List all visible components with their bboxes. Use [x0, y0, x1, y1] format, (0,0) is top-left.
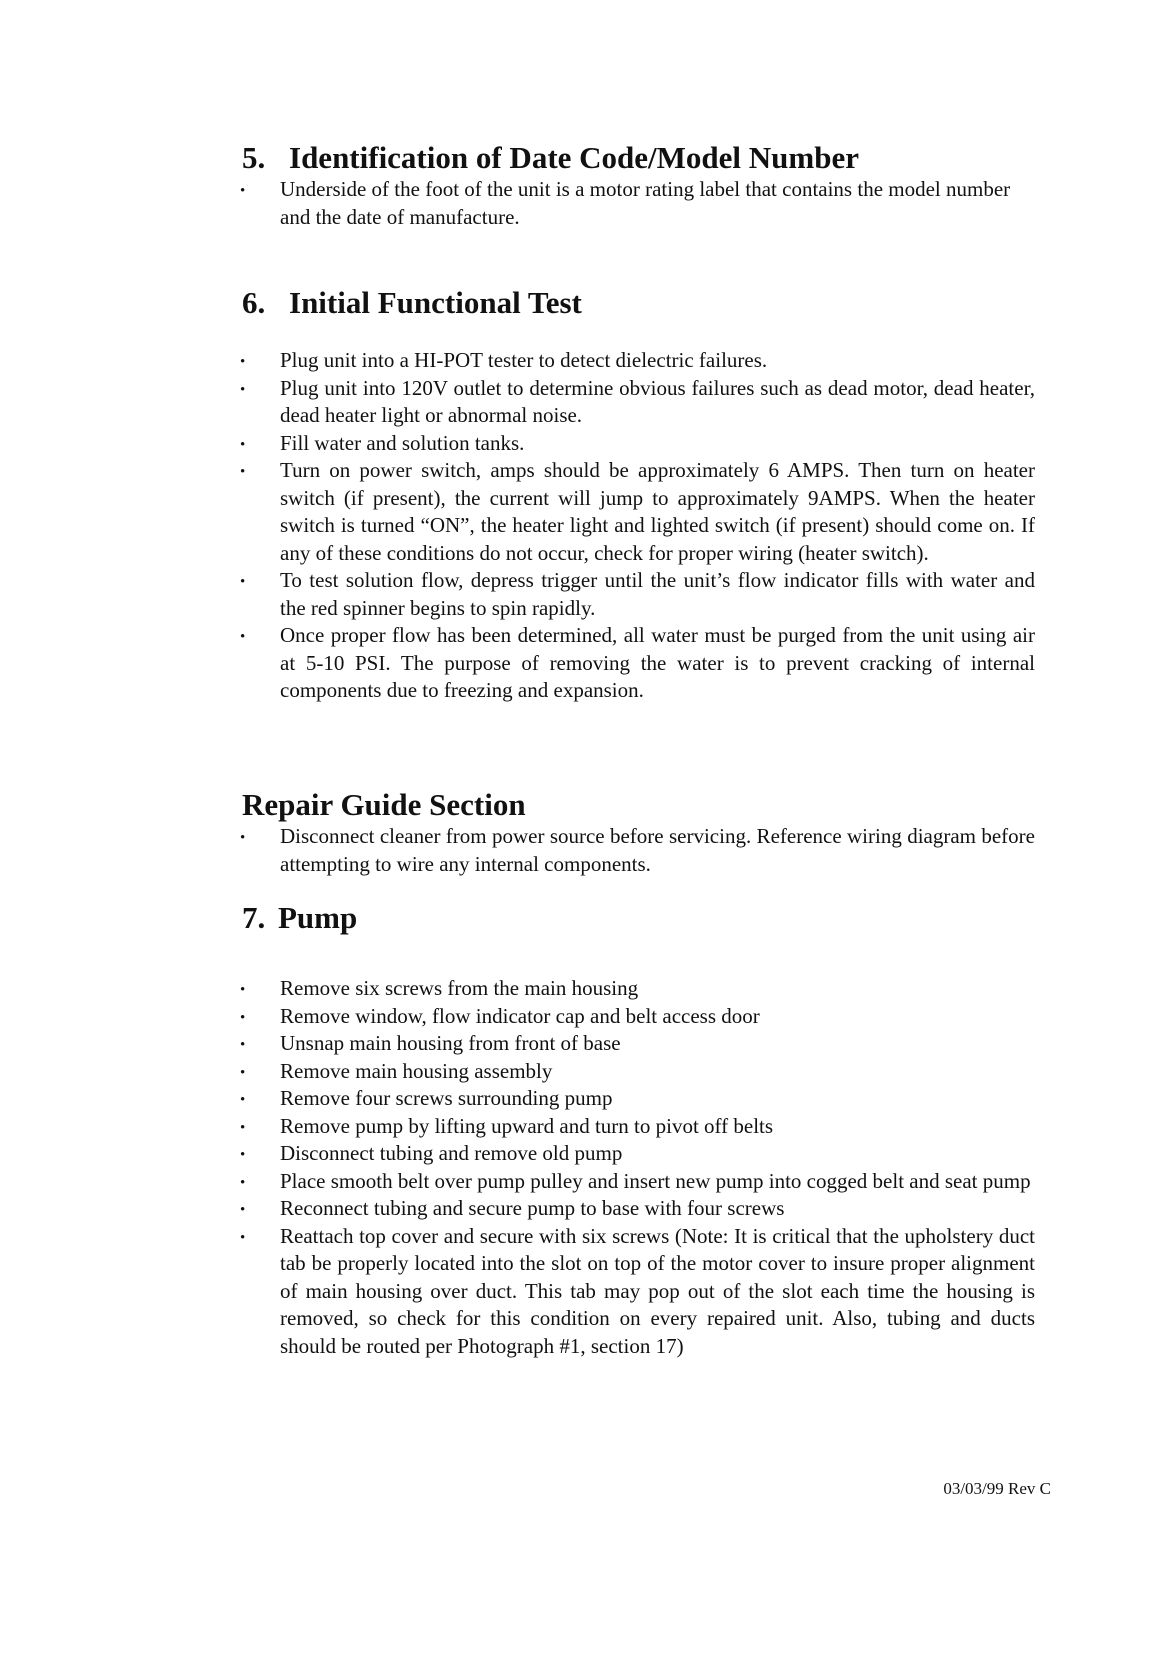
section-7-title: Pump: [278, 900, 358, 935]
section-6-title: Initial Functional Test: [289, 285, 582, 320]
list-item: • Reconnect tubing and secure pump to base with four screws: [240, 1195, 1035, 1223]
list-item: • Remove window, flow indicator cap and belt access door: [240, 1003, 1035, 1031]
list-item: • Remove six screws from the main housing: [240, 975, 1035, 1003]
list-item: • Remove pump by lifting upward and turn to pivot off belts: [240, 1113, 1035, 1141]
section-5-title: Identification of Date Code/Model Number: [289, 140, 859, 175]
repair-guide-title: Repair Guide Section: [242, 787, 526, 822]
section-7-list: [240, 975, 1035, 1360]
revision-footer: 03/03/99 Rev C: [943, 1479, 1051, 1498]
list-item: • Plug unit into 120V outlet to determine obvious failures such as dead motor, dead heater, dead heater light or abnormal noise.: [240, 375, 1035, 430]
list-item: • Disconnect cleaner from power source before servicing. Reference wiring diagram before attempting to wire any internal components.: [240, 823, 1035, 878]
list-item: • Underside of the foot of the unit is a motor rating label that contains the model number and the date of manufacture.: [240, 176, 1035, 231]
list-item: • Place smooth belt over pump pulley and insert new pump into cogged belt and seat pump: [240, 1168, 1035, 1196]
list-item: • Disconnect tubing and remove old pump: [240, 1140, 1035, 1168]
list-item: • Remove main housing assembly: [240, 1058, 1035, 1086]
section-6-number: 6.: [242, 285, 266, 320]
repair-guide-heading: [242, 787, 526, 823]
list-item: • Plug unit into a HI-POT tester to detect dielectric failures.: [240, 347, 1035, 375]
section-7-heading: [242, 900, 357, 936]
repair-guide-list: [240, 823, 1035, 878]
section-5-list: [240, 176, 1035, 231]
section-5-heading: [242, 140, 859, 176]
section-6-heading: [242, 285, 582, 321]
list-item: • Fill water and solution tanks.: [240, 430, 1035, 458]
list-item: • Turn on power switch, amps should be approximately 6 AMPS. Then turn on heater switch (if present), the current will jump to approximately 9AMPS. When the heater switch is turned “ON”, the heater light and lighted switch (if present) should come on. If any of these conditions do not occur, check for proper wiring (heater switch).: [240, 457, 1035, 567]
list-item: • Once proper flow has been determined, all water must be purged from the unit using air at 5-10 PSI. The purpose of removing the water is to prevent cracking of internal components due to freezing and expansion.: [240, 622, 1035, 705]
section-7-number: 7.: [242, 900, 266, 935]
list-item: • Unsnap main housing from front of base: [240, 1030, 1035, 1058]
list-item: • To test solution flow, depress trigger until the unit’s flow indicator fills with water and the red spinner begins to spin rapidly.: [240, 567, 1035, 622]
section-6-list: [240, 347, 1035, 705]
list-item: • Remove four screws surrounding pump: [240, 1085, 1035, 1113]
list-item: • Reattach top cover and secure with six screws (Note: It is critical that the upholstery duct tab be properly located into the slot on top of the motor cover to insure proper alignment of main housing over duct. This tab may pop out of the slot each time the housing is removed, so check for this condition on every repaired unit. Also, tubing and ducts should be routed per Photograph #1, section 17): [240, 1223, 1035, 1361]
section-5-number: 5.: [242, 140, 266, 175]
